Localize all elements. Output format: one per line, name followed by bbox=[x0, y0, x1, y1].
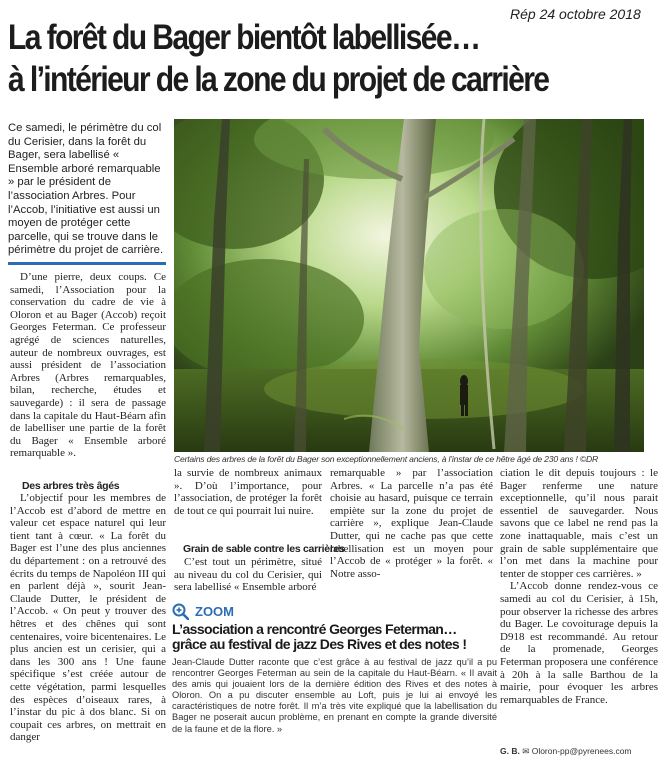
subhead-grain-de-sable: Grain de sable contre les carrières bbox=[183, 543, 345, 555]
intro-paragraph: Ce samedi, le périmètre du col du Cerisier, dans la forêt du Bager, sera labellisé « Ensemble arboré remarquable » par le président de l’association Arbres. Pour l’Accob, l’initiative est aussi un moyen de protéger cette parcelle, qui se trouve dans le périmètre du projet de carrière. bbox=[8, 122, 164, 257]
column-4 bbox=[500, 467, 658, 706]
signature bbox=[500, 746, 632, 757]
column-2-paragraph-1: la survie de nombreux animaux ». D’où l’importance, pour l’association, de protéger la forêt de tout ce qui pourrait lui nuire. bbox=[174, 467, 322, 517]
headline-line-1: La forêt du Bager bientôt labellisée… bbox=[8, 18, 480, 57]
zoom-header bbox=[172, 602, 234, 620]
column-4-paragraph-2: L’Accob donne rendez-vous ce samedi au col du Cerisier, à 15h, pour observer la richesse des arbres du Bager. Le covoiturage depuis la D918 est recommandé. Au retour de la promenade, Georges Feterman proposera une conférence à 20h à la salle Barthou de la mairie, pour évoquer les arbres remarquables de France. bbox=[500, 580, 658, 706]
zoom-body: Jean-Claude Dutter raconte que c’est grâce à au festival de jazz qu’il a pu rencontrer Georges Feterman au sein de la capitale du Haut-Béarn. « Il avait des amis qui jouaient lors de la dernière édition des Rives et des notes à Oloron. On a pu discuter ensemble au Loft, puis je lui ai envoyé les caractéristiques de notre forêt. Il m’a très vite expliqué que la labellisation du Bager ne poserait aucun problème, en prenant en compte la grande diversité de la faune et de la flore. » bbox=[172, 657, 497, 734]
intro-separator bbox=[8, 262, 166, 265]
column-1-top bbox=[10, 271, 166, 460]
column-1-paragraph-1: D’une pierre, deux coups. Ce samedi, l’Association pour la conservation du cadre de vie à Oloron et au Bager (Accob) reçoit Georges Feterman. Ce professeur agrégé de sciences naturelles, auteur de nombreux ouvrages, est aussi président de l’association Arbres (Arbres remarquables, bilan, recherche, études et sauvegarde) : il sera de passage dans la capitale du Haut-Béarn afin de labelliser une partie de la forêt du Bager « Ensemble arboré remarquable ». bbox=[10, 271, 166, 460]
column-3-paragraph-1: remarquable » par l’association Arbres. « La parcelle n’a pas été choisie au hasard, puisque ce terrain empiète sur la zone du projet de carrière », explique Jean-Claude Dutter, qui ne cache pas que cette labellisation est un moyen pour l’Accob de « protéger » la forêt. « Notre asso- bbox=[330, 467, 493, 580]
zoom-title-line-2: grâce au festival de jazz Des Rives et des notes ! bbox=[172, 636, 467, 652]
column-1-paragraph-2: L’objectif pour les membres de l’Accob est d’abord de mettre en valeur cet espace naturel qui leur tient tant à cœur. « La forêt du Bager est l’une des plus anciennes du département : on a retrouvé des écrits du temps de Napoléon III qui en parlent déjà », sourit Jean-Claude Dutter, le président de l’Accob. « On peut y trouver des hêtres et des chênes qui sont centenaires, voire bicentenaires. Le plus ancien est un cerisier, qui a dans les 300 ans ! Une faune spécifique s’est créée autour de cette végétation, parmi lesquelles des espèces d’oiseaux rares, à l’instar du pic à dos blanc. Si on coupait ces arbres, on mettrait en danger bbox=[10, 492, 166, 744]
column-1-bottom bbox=[10, 492, 166, 744]
column-3 bbox=[330, 467, 493, 580]
zoom-label: ZOOM bbox=[195, 603, 234, 619]
column-4-paragraph-1: ciation le dit depuis toujours : le Bager renferme une nature exceptionnelle, qu’il nous parait essentiel de sauvegarder. Nous savons que ce label ne rend pas la zone inattaquable, mais c’est un grain de sable supplémentaire que l’on met dans la machine pour tenter de stopper ces carrières. » bbox=[500, 467, 658, 580]
dateline: Rép 24 octobre 2018 bbox=[510, 6, 641, 22]
photo-caption: Certains des arbres de la forêt du Bager son exceptionnellement anciens, à l’instar de ce hêtre âgé de 230 ans ! ©DR bbox=[174, 454, 599, 464]
headline-line-2: à l’intérieur de la zone du projet de carrière bbox=[8, 60, 549, 99]
signature-initials: G. B. bbox=[500, 746, 520, 756]
subhead-arbres: Des arbres très âgés bbox=[22, 480, 120, 492]
magnifier-plus-icon bbox=[172, 603, 189, 620]
column-2-bottom bbox=[174, 556, 322, 594]
column-2-paragraph-2: C’est tout un périmètre, situé au niveau du col du Cerisier, qui sera labellisé « Ensemble arboré bbox=[174, 556, 322, 594]
forest-photo bbox=[174, 119, 644, 452]
zoom-title bbox=[172, 622, 502, 652]
zoom-title-line-1: L’association a rencontré Georges Feterman… bbox=[172, 621, 457, 637]
forest-photo-image bbox=[174, 119, 644, 452]
signature-email: ✉ Oloron-pp@pyrenees.com bbox=[522, 746, 632, 756]
column-2-top bbox=[174, 467, 322, 517]
